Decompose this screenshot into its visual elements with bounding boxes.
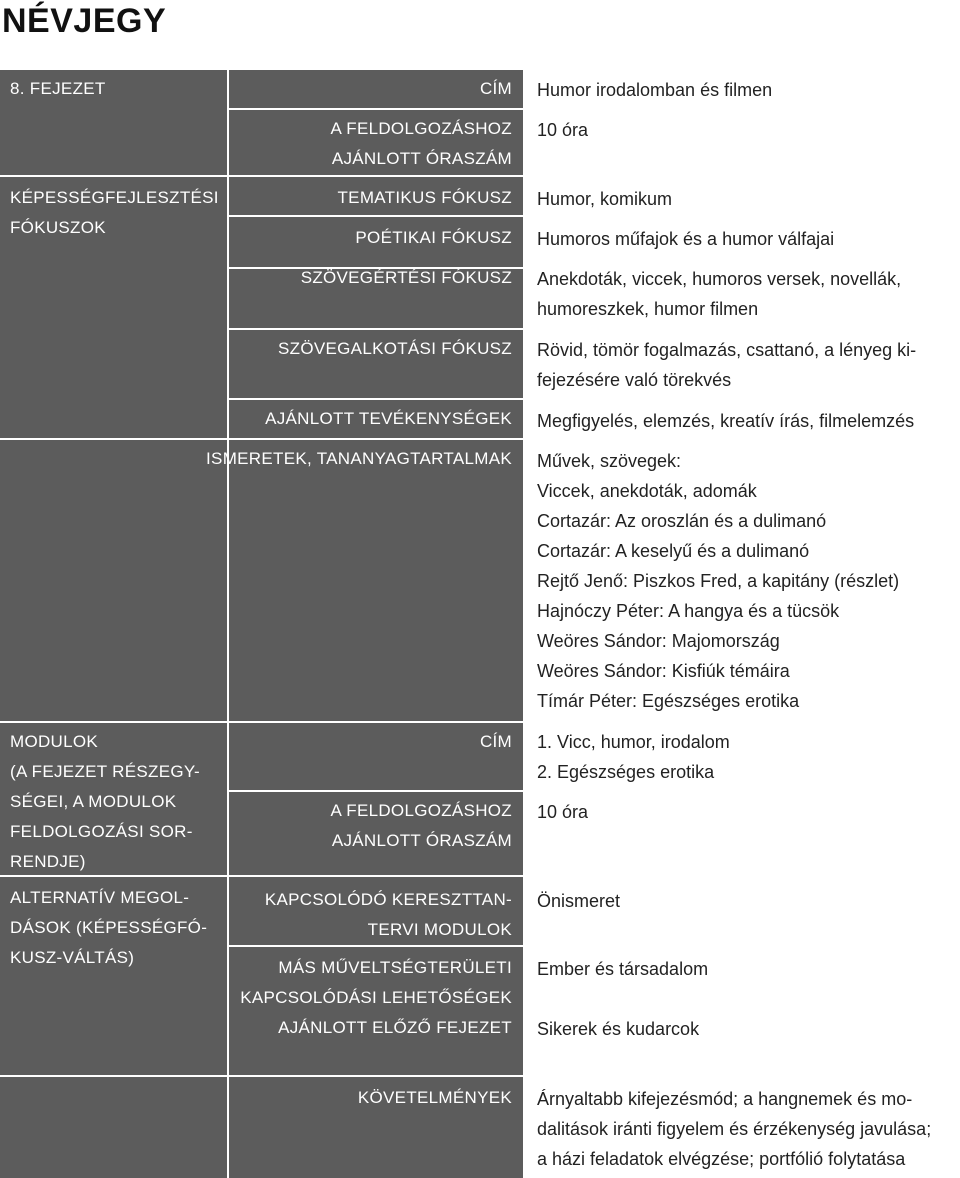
prev-value: Sikerek és kudarcok xyxy=(537,1019,700,1039)
thematic-label: TEMATIKUS FÓKUSZ xyxy=(337,188,512,207)
list-item: Weöres Sándor: Majomország xyxy=(537,631,780,651)
skill-focus-label: KÉPESSÉGFEJLESZTÉSI FÓKUSZOK xyxy=(10,188,219,237)
title-label-cell xyxy=(229,70,523,108)
module-hours-label: A FELDOLGOZÁSHOZ AJÁNLOTT ÓRASZÁM xyxy=(330,801,512,850)
content-list xyxy=(537,446,899,716)
module-title-label-cell xyxy=(229,723,523,790)
list-item: Viccek, anekdoták, adomák xyxy=(537,481,757,501)
content-label: ISMERETEK, TANANYAGTARTALMAK xyxy=(206,449,512,468)
requirements-left-cell xyxy=(0,1077,227,1178)
activities-value: Megfigyelés, elemzés, kreatív írás, filmelemzés xyxy=(537,411,915,431)
list-item: 2. Egészséges erotika xyxy=(537,762,715,782)
content-left-cell xyxy=(0,440,227,721)
reading-label: SZÖVEGÉRTÉSI FÓKUSZ xyxy=(300,268,512,287)
hours-value: 10 óra xyxy=(537,120,589,140)
writing-value: Rövid, tömör fogalmazás, csattanó, a lényeg ki- fejezésére való törekvés xyxy=(537,340,917,390)
requirements-label: KÖVETELMÉNYEK xyxy=(357,1088,512,1107)
other-value: Ember és társadalom xyxy=(537,959,709,979)
list-item: 1. Vicc, humor, irodalom xyxy=(537,732,730,752)
list-item: Weöres Sándor: Kisfiúk témáira xyxy=(537,661,790,681)
alternatives-group-label: ALTERNATÍV MEGOL- DÁSOK (KÉPESSÉGFÓ- KUSZ-VÁLTÁS) xyxy=(10,888,208,967)
module-titles xyxy=(537,727,730,787)
module-hours-value: 10 óra xyxy=(537,802,589,822)
list-item: Cortazár: A keselyű és a dulimanó xyxy=(537,541,810,561)
module-title-label: CÍM xyxy=(479,732,512,751)
chapter-label: 8. FEJEZET xyxy=(10,79,106,98)
list-item: Rejtő Jenő: Piszkos Fred, a kapitány (részlet) xyxy=(537,571,900,591)
page-title: NÉVJEGY xyxy=(2,2,167,40)
list-item: Hajnóczy Péter: A hangya és a tücsök xyxy=(537,601,840,621)
poetic-value: Humoros műfajok és a humor válfajai xyxy=(537,229,835,249)
hours-label: A FELDOLGOZÁSHOZ AJÁNLOTT ÓRASZÁM xyxy=(330,119,512,168)
cross-value: Önismeret xyxy=(537,891,621,911)
title-value: Humor irodalomban és filmen xyxy=(537,80,773,100)
requirements-value: Árnyaltabb kifejezésmód; a hangnemek és mo- dalitások iránti figyelem és érzékenység javulása; a házi feladatok elvégzése; portfólió folytatása xyxy=(537,1089,932,1169)
title-label: CÍM xyxy=(479,79,512,98)
list-item: Cortazár: Az oroszlán és a dulimanó xyxy=(537,511,827,531)
other-label: MÁS MŰVELTSÉGTERÜLETI KAPCSOLÓDÁSI LEHETŐSÉGEK AJÁNLOTT ELŐZŐ FEJEZET xyxy=(240,958,512,1037)
writing-label: SZÖVEGALKOTÁSI FÓKUSZ xyxy=(278,339,512,358)
thematic-value: Humor, komikum xyxy=(537,189,673,209)
list-item: Tímár Péter: Egészséges erotika xyxy=(537,691,800,711)
content-label-cell xyxy=(229,440,523,721)
poetic-label: POÉTIKAI FÓKUSZ xyxy=(355,228,512,247)
activities-label: AJÁNLOTT TEVÉKENYSÉGEK xyxy=(265,409,512,428)
cross-label: KAPCSOLÓDÓ KERESZTTAN- TERVI MODULOK xyxy=(264,890,512,939)
list-item: Művek, szövegek: xyxy=(537,451,682,471)
reading-value: Anekdoták, viccek, humoros versek, novellák, humoreszkek, humor filmen xyxy=(537,269,902,319)
modules-group-label: MODULOK (A FEJEZET RÉSZEGY- SÉGEI, A MODULOK FELDOLGOZÁSI SOR- RENDJE) xyxy=(10,732,200,871)
